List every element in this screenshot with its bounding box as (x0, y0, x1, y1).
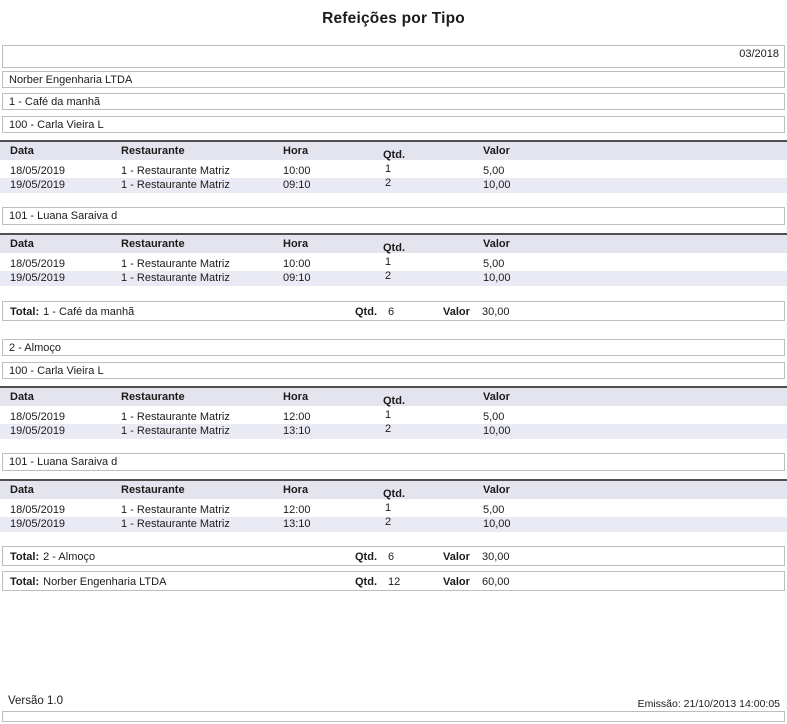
table-row (0, 164, 787, 178)
report-title: Refeições por Tipo (322, 10, 465, 27)
total-prefix: Total: (10, 576, 40, 588)
table-row (0, 271, 787, 286)
table-header (0, 479, 787, 499)
person-label: 100 - Carla Vieira L (9, 364, 104, 377)
cell-hora: 09:10 (283, 272, 311, 284)
column-header-restaurante: Restaurante (121, 484, 185, 496)
column-header-restaurante: Restaurante (121, 391, 185, 403)
cell-qtd: 2 (385, 516, 392, 528)
column-header-valor: Valor (483, 484, 510, 496)
column-header-restaurante: Restaurante (121, 145, 185, 157)
cell-qtd: 1 (385, 409, 392, 421)
cell-hora: 12:00 (283, 411, 311, 423)
person-box (2, 207, 785, 225)
meal-label: 2 - Almoço (9, 341, 61, 354)
column-header-data: Data (10, 484, 34, 496)
cell-data: 19/05/2019 (10, 425, 66, 437)
cell-data: 18/05/2019 (10, 504, 66, 516)
cell-valor: 5,00 (483, 165, 505, 177)
cell-hora: 09:10 (283, 179, 311, 191)
cell-qtd: 2 (385, 270, 392, 282)
cell-data: 19/05/2019 (10, 272, 66, 284)
column-header-data: Data (10, 391, 34, 403)
table-row (0, 503, 787, 517)
table-header (0, 233, 787, 253)
person-label: 101 - Luana Saraiva d (9, 210, 118, 222)
meal-label: 1 - Café da manhã (9, 95, 101, 108)
cell-qtd: 1 (385, 163, 392, 175)
column-header-qtd: Qtd. (383, 395, 405, 407)
column-header-valor: Valor (483, 145, 510, 157)
cell-restaurante: 1 - Restaurante Matriz (121, 504, 230, 516)
column-header-valor: Valor (483, 391, 510, 403)
total-label (10, 576, 166, 588)
column-header-qtd: Qtd. (383, 149, 405, 161)
total-prefix: Total: (10, 551, 40, 563)
total-valor-label: Valor (443, 576, 470, 588)
footer-version: Versão 1.0 (8, 695, 63, 707)
column-header-hora: Hora (283, 391, 309, 403)
total-qtd-value: 6 (388, 551, 395, 563)
cell-valor: 5,00 (483, 258, 505, 270)
footer-emission: Emissão: 21/10/2013 14:00:05 (637, 698, 780, 710)
total-qtd-label: Qtd. (355, 576, 377, 588)
cell-restaurante: 1 - Restaurante Matriz (121, 258, 230, 270)
total-label (10, 551, 95, 563)
cell-data: 18/05/2019 (10, 258, 66, 270)
table-row (0, 410, 787, 424)
company-name: Norber Engenharia LTDA (9, 73, 133, 86)
cell-restaurante: 1 - Restaurante Matriz (121, 411, 230, 423)
total-qtd-label: Qtd. (355, 306, 377, 318)
table-row (0, 257, 787, 271)
person-box (2, 453, 785, 471)
total-valor-value: 60,00 (482, 576, 510, 588)
cell-valor: 10,00 (483, 518, 511, 530)
cell-restaurante: 1 - Restaurante Matriz (121, 272, 230, 284)
cell-qtd: 1 (385, 502, 392, 514)
table-row (0, 178, 787, 193)
column-header-restaurante: Restaurante (121, 238, 185, 250)
person-box (2, 116, 785, 133)
column-header-data: Data (10, 145, 34, 157)
column-header-qtd: Qtd. (383, 242, 405, 254)
cell-data: 19/05/2019 (10, 179, 66, 191)
total-target: 1 - Café da manhã (43, 306, 135, 318)
column-header-data: Data (10, 238, 34, 250)
total-prefix: Total: (10, 306, 40, 318)
cell-hora: 12:00 (283, 504, 311, 516)
period-box (2, 45, 785, 68)
total-target: Norber Engenharia LTDA (43, 576, 167, 588)
total-label (10, 306, 134, 318)
section-total-box (2, 546, 785, 566)
total-qtd-value: 6 (388, 306, 395, 318)
cell-qtd: 2 (385, 423, 392, 435)
cell-data: 18/05/2019 (10, 411, 66, 423)
total-qtd-value: 12 (388, 576, 401, 588)
total-valor-label: Valor (443, 551, 470, 563)
cell-restaurante: 1 - Restaurante Matriz (121, 165, 230, 177)
cell-restaurante: 1 - Restaurante Matriz (121, 518, 230, 530)
total-valor-value: 30,00 (482, 551, 510, 563)
cell-restaurante: 1 - Restaurante Matriz (121, 425, 230, 437)
section-meal-box (2, 93, 785, 110)
cell-hora: 13:10 (283, 425, 311, 437)
cell-valor: 10,00 (483, 179, 511, 191)
cell-hora: 13:10 (283, 518, 311, 530)
section-total-box (2, 301, 785, 321)
total-valor-label: Valor (443, 306, 470, 318)
table-header (0, 140, 787, 160)
cell-valor: 10,00 (483, 272, 511, 284)
section-meal-box (2, 339, 785, 356)
page-footer-box (2, 711, 785, 722)
cell-valor: 5,00 (483, 504, 505, 516)
total-valor-value: 30,00 (482, 306, 510, 318)
cell-data: 18/05/2019 (10, 165, 66, 177)
total-target: 2 - Almoço (43, 551, 96, 563)
table-row (0, 517, 787, 532)
column-header-hora: Hora (283, 484, 309, 496)
total-qtd-label: Qtd. (355, 551, 377, 563)
column-header-valor: Valor (483, 238, 510, 250)
grand-total-box (2, 571, 785, 591)
cell-qtd: 2 (385, 177, 392, 189)
cell-valor: 10,00 (483, 425, 511, 437)
cell-hora: 10:00 (283, 165, 311, 177)
table-row (0, 424, 787, 439)
column-header-hora: Hora (283, 238, 309, 250)
column-header-qtd: Qtd. (383, 488, 405, 500)
cell-data: 19/05/2019 (10, 518, 66, 530)
company-box (2, 71, 785, 88)
period-value: 03/2018 (739, 48, 779, 60)
cell-hora: 10:00 (283, 258, 311, 270)
cell-restaurante: 1 - Restaurante Matriz (121, 179, 230, 191)
cell-qtd: 1 (385, 256, 392, 268)
table-header (0, 386, 787, 406)
person-box (2, 362, 785, 379)
cell-valor: 5,00 (483, 411, 505, 423)
person-label: 101 - Luana Saraiva d (9, 456, 118, 468)
person-label: 100 - Carla Vieira L (9, 118, 104, 131)
column-header-hora: Hora (283, 145, 309, 157)
